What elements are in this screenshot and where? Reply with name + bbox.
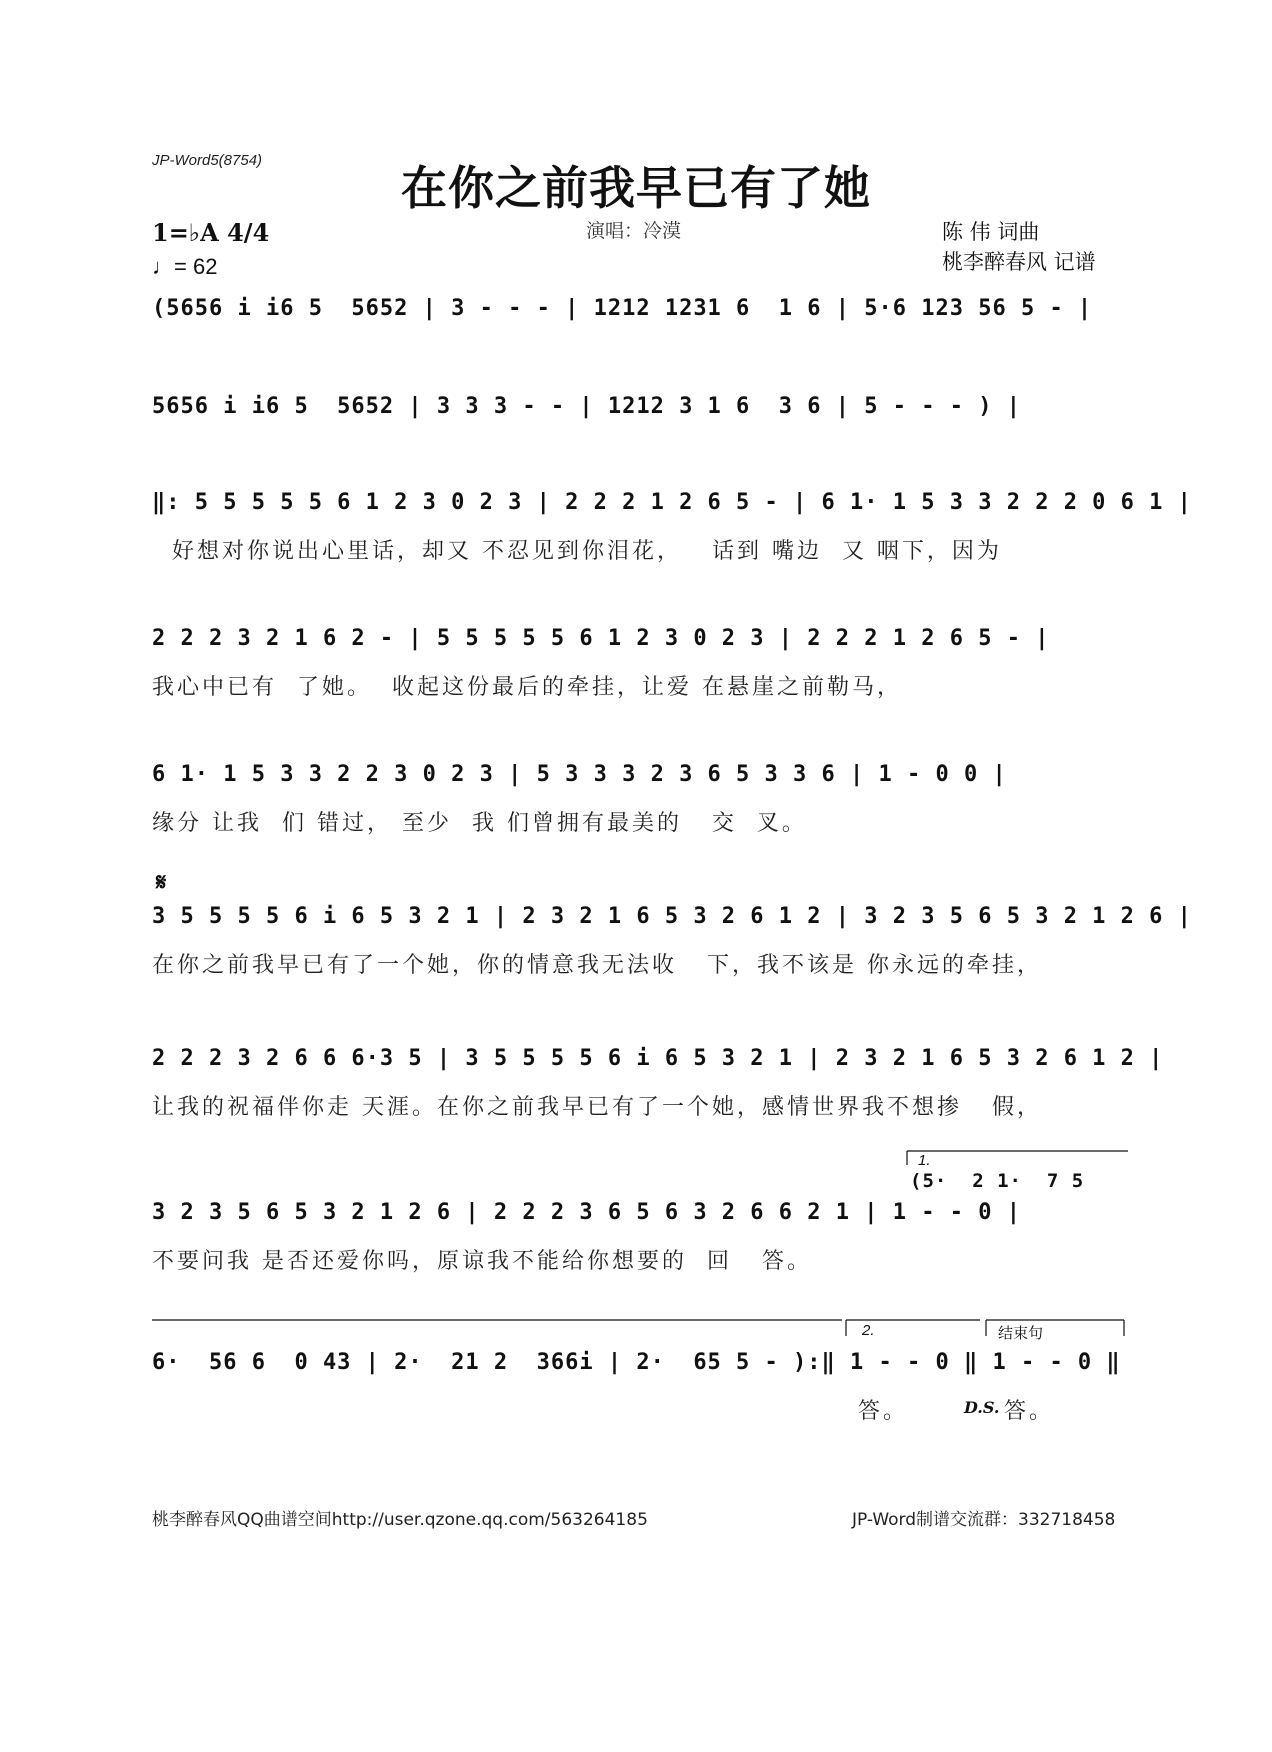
score-line-9-lyrics-b: 答。 <box>1004 1399 1055 1424</box>
volta-1-notes: (5· 2 1· 7 5 <box>910 1170 1085 1192</box>
score-line-4-notes: 2 2 2 3 2 1 6 2 - | 5 5 5 5 5 6 1 2 3 0 2 3 | 2 2 2 1 2 6 5 - | <box>152 626 1050 651</box>
score-line-8-lyrics: 不要问我 是否还爱你吗，原谅我不能给你想要的 回 答。 <box>152 1249 812 1274</box>
transcriber-credit: 桃李醉春风 记谱 <box>942 250 1096 274</box>
volta-2-label: 2. <box>862 1322 875 1339</box>
ds-marking: D.S. <box>964 1398 1000 1417</box>
watermark: JP-Word5(8754) <box>152 152 263 169</box>
score-line-7-notes: 2 2 2 3 2 6 6 6·3 5 | 3 5 5 5 5 6 i 6 5 3 2 1 | 2 3 2 1 6 5 3 2 6 1 2 | <box>152 1046 1164 1071</box>
score-line-9-lyrics-a: 答。 <box>858 1399 909 1424</box>
score-line-5-lyrics: 缘分 让我 们 错过， 至少 我 们曾拥有最美的 交 叉。 <box>152 811 807 836</box>
score-line-6-notes: 3 5 5 5 5 6 i 6 5 3 2 1 | 2 3 2 1 6 5 3 2 6 1 2 | 3 2 3 5 6 5 3 2 1 2 6 | <box>152 904 1192 929</box>
score-line-3-notes: ‖: 5 5 5 5 5 6 1 2 3 0 2 3 | 2 2 2 1 2 6 5 - | 6 1· 1 5 3 3 2 2 2 0 6 1 | <box>152 490 1192 515</box>
ending-label: 结束句 <box>998 1325 1044 1342</box>
lyricist-composer-credit: 陈 伟 词曲 <box>942 220 1040 244</box>
key-signature: 1=♭A 4/4 <box>152 218 270 247</box>
score-line-7-lyrics: 让我的祝福伴你走 天涯。在你之前我早已有了一个她，感情世界我不想掺 假， <box>152 1095 1042 1120</box>
page-title: 在你之前我早已有了她 <box>401 161 871 215</box>
tempo-marking: ♩= 62 <box>152 254 218 279</box>
score-line-8-notes: 3 2 3 5 6 5 3 2 1 2 6 | 2 2 2 3 6 5 6 3 2 6 6 2 1 | 1 - - 0 | <box>152 1200 1021 1225</box>
score-line-5-notes: 6 1· 1 5 3 3 2 2 3 0 2 3 | 5 3 3 3 2 3 6 5 3 3 6 | 1 - 0 0 | <box>152 762 1007 787</box>
score-line-3-lyrics: 好想对你说出心里话，却又 不忍见到你泪花， 话到 嘴边 又 咽下，因为 <box>152 539 1002 564</box>
score-line-1-notes: (5656 i i6 5 5652 | 3 - - - | 1212 1231 6 1 6 | 5·6 123 56 5 - | <box>152 296 1093 321</box>
score-line-9-notes: 6· 56 6 0 43 | 2· 21 2 366i | 2· 65 5 - ):‖ 1 - - 0 ‖ 1 - - 0 ‖ <box>152 1350 1121 1375</box>
segno-sign: 𝄋 <box>156 868 167 896</box>
line-9-brackets <box>152 1318 1128 1338</box>
volta-1-label: 1. <box>918 1152 931 1169</box>
volta-1-bracket <box>906 1150 1130 1166</box>
footer-right-credit: JP-Word制谱交流群：332718458 <box>852 1510 1116 1530</box>
score-line-6-lyrics: 在你之前我早已有了一个她，你的情意我无法收 下，我不该是 你永远的牵挂， <box>152 953 1042 978</box>
singer-credit: 演唱：冷漠 <box>586 220 682 242</box>
footer-left-credit: 桃李醉春风QQ曲谱空间http://user.qzone.qq.com/563264185 <box>152 1510 648 1530</box>
score-line-4-lyrics: 我心中已有 了她。 收起这份最后的牵挂，让爱 在悬崖之前勒马， <box>152 675 902 700</box>
score-line-2-notes: 5656 i i6 5 5652 | 3 3 3 - - | 1212 3 1 6 3 6 | 5 - - - ) | <box>152 394 1021 419</box>
